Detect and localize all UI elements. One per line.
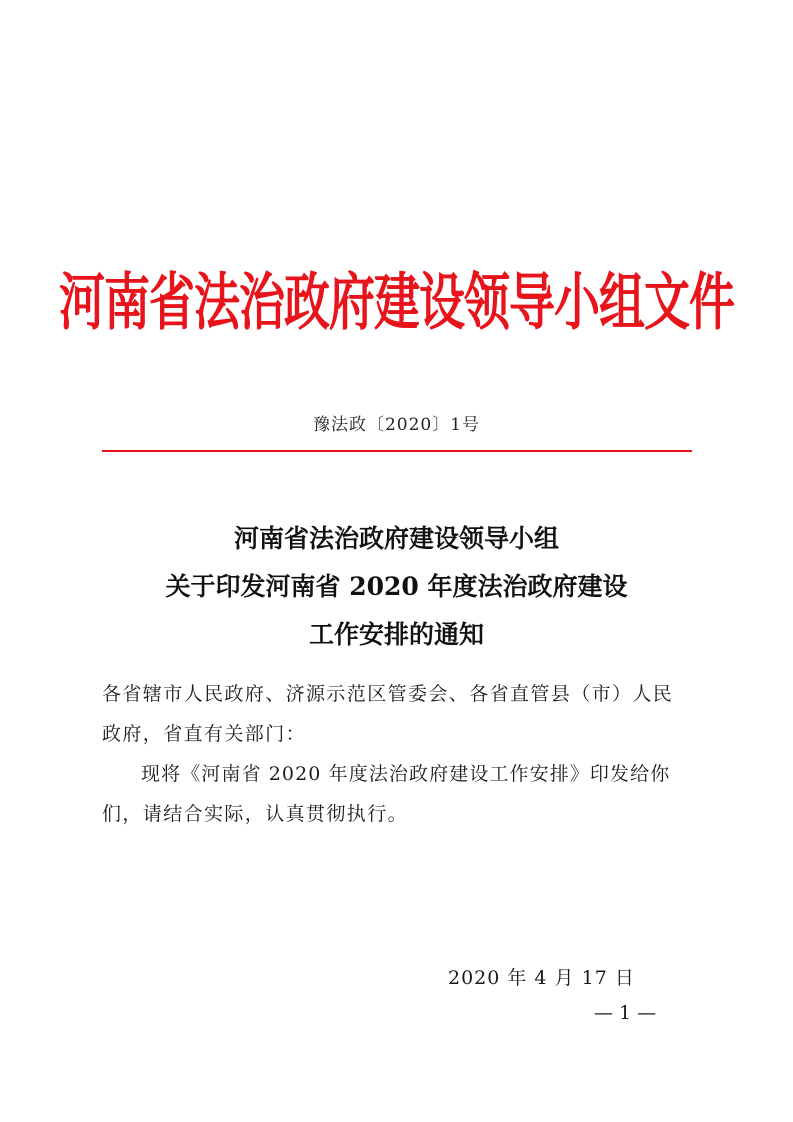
- document-masthead: 河南省法治政府建设领导小组文件: [59, 265, 734, 339]
- issue-date: 2020 年 4 月 17 日: [448, 967, 635, 989]
- document-title-line-1: 河南省法治政府建设领导小组: [233, 524, 559, 553]
- body-text-line-2: 们，请结合实际，认真贯彻执行。: [102, 803, 409, 825]
- document-title-line-3: 工作安排的通知: [308, 620, 484, 649]
- document-title-line-2: 关于印发河南省 2020 年度法治政府建设: [165, 572, 628, 601]
- page-number: — 1 —: [594, 1002, 657, 1024]
- body-text-line-1: 现将《河南省 2020 年度法治政府建设工作安排》印发给你: [141, 763, 671, 785]
- addressee-line-1: 各省辖市人民政府、济源示范区管委会、各省直管县（市）人民: [102, 683, 674, 705]
- document-number: 豫法政〔2020〕1号: [312, 415, 481, 435]
- red-divider-line: [102, 450, 692, 452]
- addressee-line-2: 政府，省直有关部门：: [102, 723, 307, 745]
